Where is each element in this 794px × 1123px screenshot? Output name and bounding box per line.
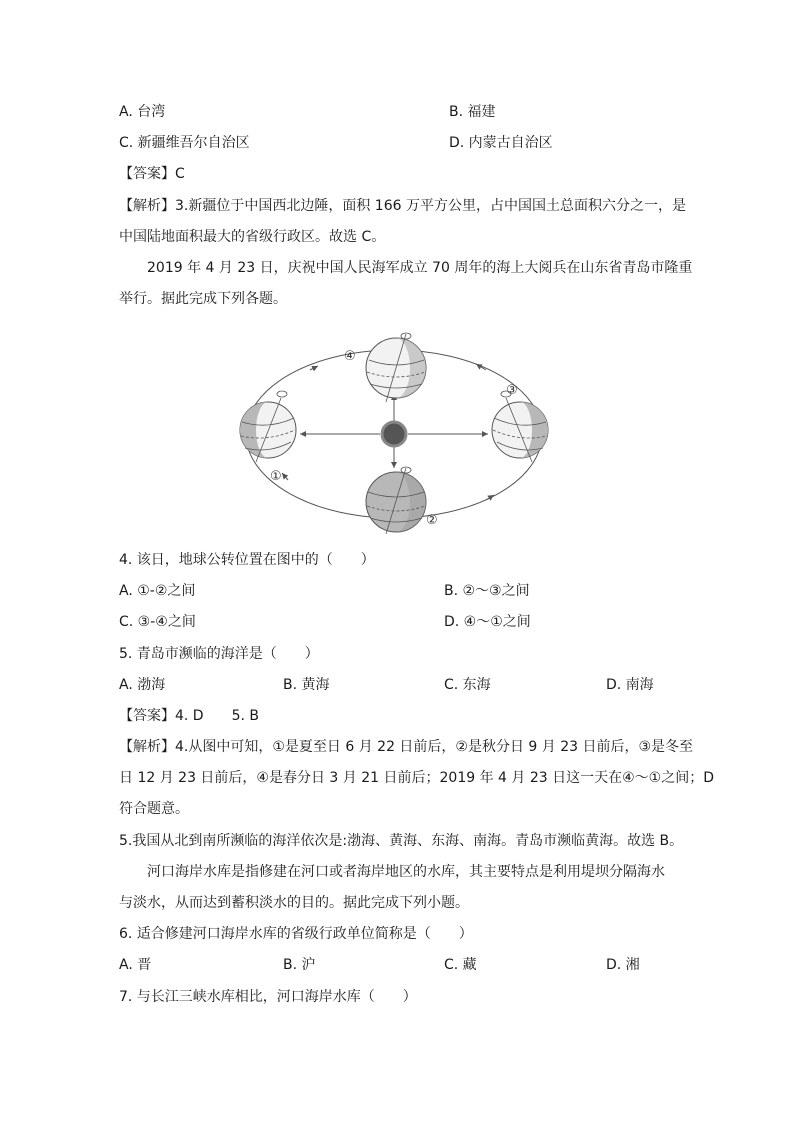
q6-option-b: B. 沪: [283, 957, 316, 973]
label-position-3: ③: [506, 383, 518, 398]
passage-2-line-1: 河口海岸水库是指修建在河口或者海岸地区的水库，其主要特点是利用堤坝分隔海水: [147, 864, 665, 880]
label-position-1: ①: [270, 469, 282, 484]
q5-stem: 5. 青岛市濒临的海洋是（ ）: [119, 646, 319, 662]
q5-option-c: C. 东海: [444, 677, 491, 693]
q3-option-c: C. 新疆维吾尔自治区: [119, 135, 250, 151]
orbit-arrow-1: [282, 473, 288, 480]
sun-icon: [382, 422, 406, 446]
q3-option-d: D. 内蒙古自治区: [449, 135, 553, 151]
passage-2-line-2: 与淡水，从而达到蓄积淡水的目的。据此完成下列小题。: [119, 895, 469, 911]
passage-1-line-1: 2019 年 4 月 23 日，庆祝中国人民海军成立 70 周年的海上大阅兵在山东省青岛市隆重: [147, 260, 693, 276]
q7-stem: 7. 与长江三峡水库相比，河口海岸水库（ ）: [119, 989, 417, 1005]
analysis-4-5-line-2: 日 12 月 23 日前后，④是春分日 3 月 21 日前后；2019 年 4 月 23 日这一天在④～①之间；D: [119, 770, 714, 786]
answer-4-5: 【答案】4. D 5. B: [119, 708, 259, 724]
q6-option-a: A. 晋: [119, 957, 152, 973]
orbit-arrow-2: [486, 495, 494, 500]
label-position-2: ②: [426, 513, 438, 528]
q5-option-a: A. 渤海: [119, 677, 166, 693]
q4-option-c: C. ③-④之间: [119, 614, 196, 630]
analysis-4-5-line-4: 5.我国从北到南所濒临的海洋依次是:渤海、黄海、东海、南海。青岛市濒临黄海。故选 B。: [119, 833, 684, 849]
q4-option-a: A. ①-②之间: [119, 583, 196, 599]
q6-option-c: C. 藏: [444, 957, 477, 973]
q3-option-a: A. 台湾: [119, 104, 166, 120]
analysis-3-line-2: 中国陆地面积最大的省级行政区。故选 C。: [119, 229, 386, 245]
q3-option-b: B. 福建: [449, 104, 496, 120]
answer-3: 【答案】C: [119, 166, 185, 182]
q5-option-d: D. 南海: [606, 677, 654, 693]
earth-position-1: [240, 391, 296, 462]
earth-revolution-diagram: [236, 330, 558, 535]
analysis-4-5-line-1: 【解析】4.从图中可知，①是夏至日 6 月 22 日前后，②是秋分日 9 月 23 日前后，③是冬至: [119, 739, 694, 755]
earth-position-4: [366, 333, 426, 402]
q6-stem: 6. 适合修建河口海岸水库的省级行政单位简称是（ ）: [119, 926, 473, 942]
earth-position-3: [492, 391, 548, 462]
q4-stem: 4. 该日，地球公转位置在图中的（ ）: [119, 552, 375, 568]
label-position-4: ④: [344, 349, 356, 364]
q5-option-b: B. 黄海: [283, 677, 330, 693]
q4-option-b: B. ②～③之间: [444, 583, 530, 599]
q6-option-d: D. 湘: [606, 957, 640, 973]
earth-position-2: [366, 467, 426, 534]
analysis-3-line-1: 【解析】3.新疆位于中国西北边陲，面积 166 万平方公里，占中国国土总面积六分之一，是: [119, 198, 686, 214]
passage-1-line-2: 举行。据此完成下列各题。: [119, 291, 287, 307]
analysis-4-5-line-3: 符合题意。: [119, 801, 189, 817]
q4-option-d: D. ④～①之间: [444, 614, 531, 630]
orbit-arrow-4: [310, 366, 318, 370]
